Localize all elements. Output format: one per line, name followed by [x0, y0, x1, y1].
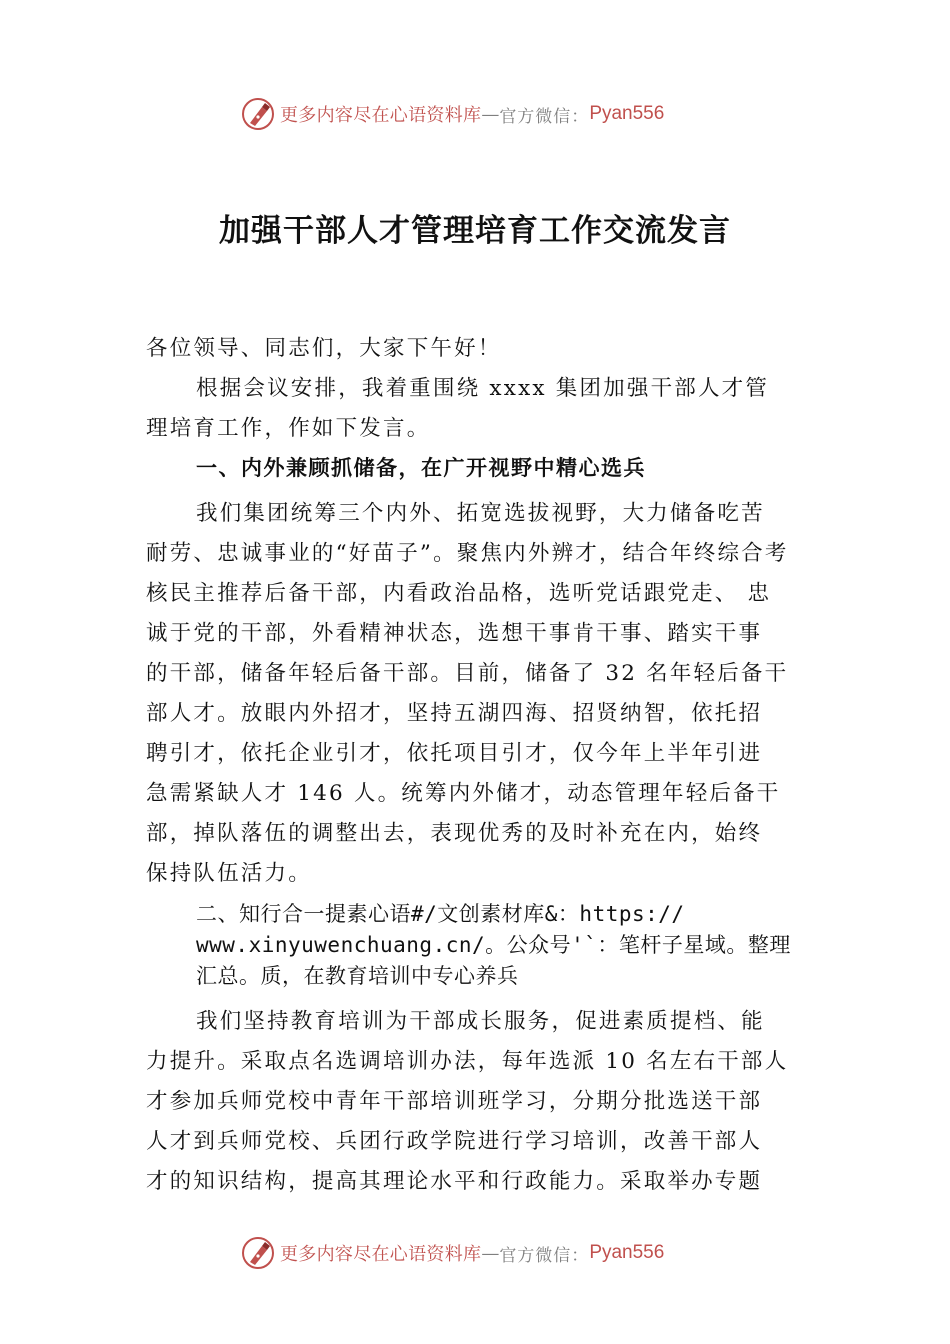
banner-dash: —	[481, 1242, 500, 1264]
document-title: 加强干部人才管理培育工作交流发言	[219, 213, 731, 249]
section1-heading: 一、内外兼顾抓储备，在广开视野中精心选兵	[196, 456, 646, 480]
section2-line: 才参加兵师党校中青年干部培训班学习，分期分批选送干部	[146, 1089, 763, 1114]
section1-line: 部，掉队落伍的调整出去，表现优秀的及时补充在内，始终	[146, 821, 763, 846]
section1-line: 我们集团统筹三个内外、拓宽选拔视野，大力储备吃苦	[196, 501, 765, 526]
pen-nib-icon	[240, 1235, 276, 1271]
banner-title: 更多内容尽在心语资料库	[280, 105, 482, 126]
header-banner	[0, 94, 950, 134]
intro-line: 根据会议安排，我着重围绕 xxxx 集团加强干部人才管	[196, 376, 770, 401]
section2-line: 我们坚持教育培训为干部成长服务，促进素质提档、能	[196, 1009, 765, 1034]
banner-wechat-label: 官方微信：	[499, 106, 590, 127]
pen-nib-icon	[240, 96, 276, 132]
section2-heading: 汇总。质，在教育培训中专心养兵	[196, 964, 519, 988]
section1-line: 聘引才，依托企业引才，依托项目引才，仅今年上半年引进	[146, 741, 763, 766]
section1-line: 部人才。放眼内外招才，坚持五湖四海、招贤纳智，依托招	[146, 701, 763, 726]
banner-dash: —	[481, 103, 500, 125]
banner-title: 更多内容尽在心语资料库	[280, 1244, 482, 1265]
section1-line: 急需紧缺人才 146 人。统筹内外储才，动态管理年轻后备干	[146, 781, 781, 806]
section2-line: 才的知识结构，提高其理论水平和行政能力。采取举办专题	[146, 1169, 763, 1194]
banner-wechat-id: Pyan556	[589, 1242, 665, 1263]
section2-heading: www.xinyuwenchuang.cn/。公众号'`：笔杆子星域。整理	[196, 933, 791, 957]
footer-banner	[0, 1233, 950, 1273]
section2-line: 人才到兵师党校、兵团行政学院进行学习培训，改善干部人	[146, 1129, 763, 1154]
section2-line: 力提升。采取点名选调培训办法，每年选派 10 名左右干部人	[146, 1049, 789, 1074]
greeting: 各位领导、同志们，大家下午好！	[146, 336, 502, 361]
section1-line: 保持队伍活力。	[146, 861, 312, 886]
section1-line: 诚于党的干部，外看精神状态，选想干事肯干事、踏实干事	[146, 621, 763, 646]
section1-line: 核民主推荐后备干部，内看政治品格，选听党话跟党走、 忠	[146, 581, 772, 606]
section1-line: 耐劳、忠诚事业的“好苗子”。聚焦内外辨才，结合年终综合考	[146, 541, 789, 566]
banner-wechat-id: Pyan556	[589, 103, 665, 124]
section1-line: 的干部，储备年轻后备干部。目前，储备了 32 名年轻后备干	[146, 661, 789, 686]
banner-wechat-label: 官方微信：	[499, 1245, 590, 1266]
intro-line: 理培育工作，作如下发言。	[146, 416, 431, 441]
section2-heading: 二、知行合一提素心语#/文创素材库&：https://	[196, 902, 685, 926]
